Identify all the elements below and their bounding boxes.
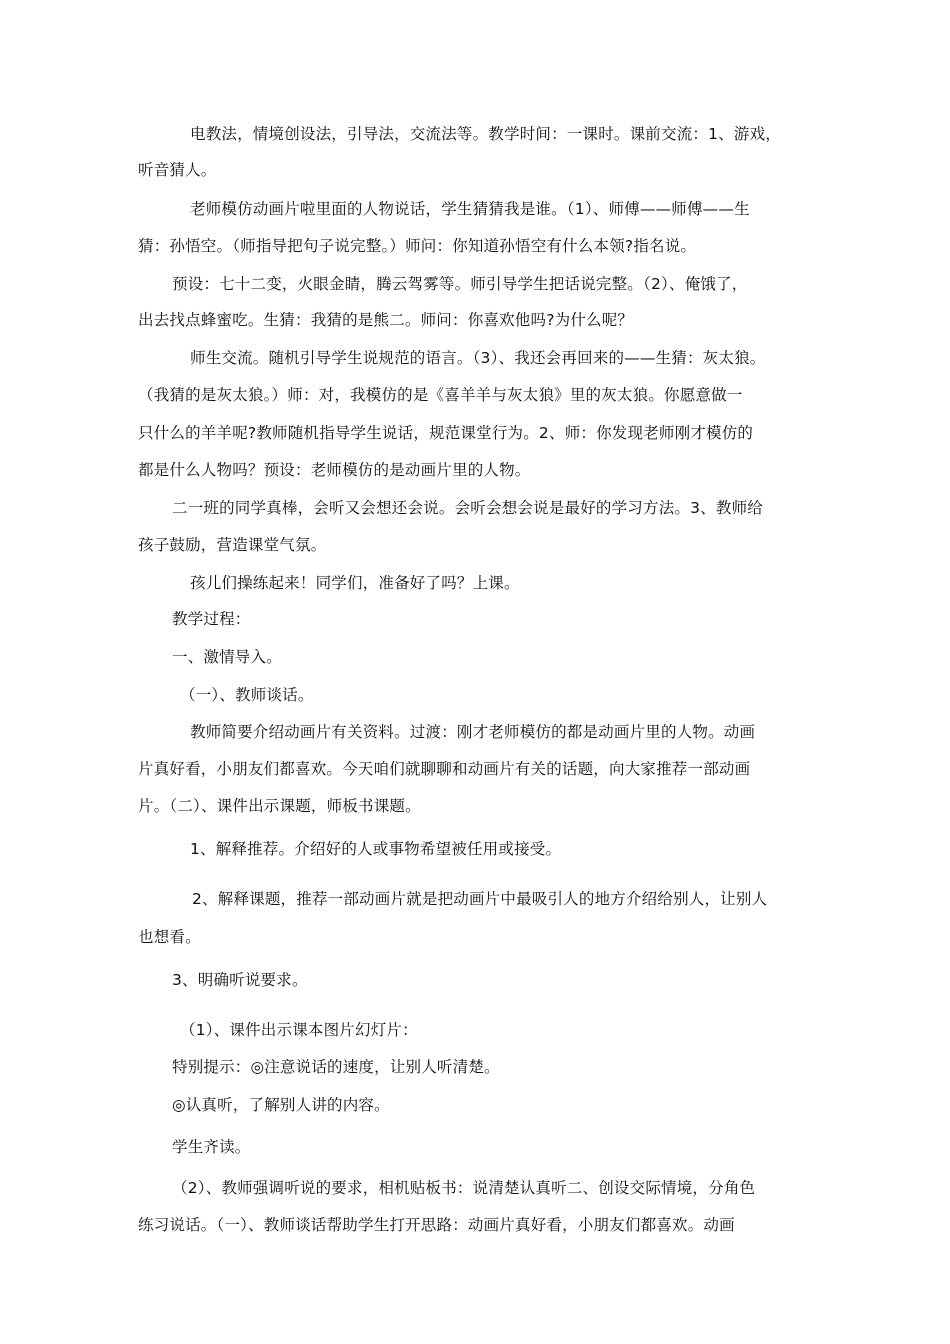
text-line: 3、明确听说要求。 bbox=[172, 971, 308, 989]
text-line: 教师简要介绍动画片有关资料。过渡：刚才老师模仿的都是动画片里的人物。动画 bbox=[190, 723, 756, 741]
text-line: 师生交流。随机引导学生说规范的语言。（3）、我还会再回来的——生猜：灰太狼。 bbox=[190, 349, 766, 367]
text-line: （一）、教师谈话。 bbox=[180, 686, 314, 704]
text-line: 都是什么人物吗？预设：老师模仿的是动画片里的人物。 bbox=[138, 461, 531, 479]
text-line: 孩子鼓励，营造课堂气氛。 bbox=[138, 536, 327, 554]
text-line: 出去找点蜂蜜吃。生猜：我猜的是熊二。师问：你喜欢他吗?为什么呢？ bbox=[138, 311, 634, 329]
text-line: （我猜的是灰太狼。）师：对，我模仿的是《喜羊羊与灰太狼》里的灰太狼。你愿意做一 bbox=[138, 386, 743, 404]
text-line: 猜：孙悟空。（师指导把句子说完整。）师问：你知道孙悟空有什么本领?指名说。 bbox=[138, 237, 697, 255]
text-line: 一、激情导入。 bbox=[172, 648, 282, 666]
text-line: 老师模仿动画片啦里面的人物说话，学生猜猜我是谁。（1）、师傅——师傅——生 bbox=[190, 200, 750, 218]
text-line: 孩儿们操练起来！同学们，准备好了吗？上课。 bbox=[190, 574, 520, 592]
text-line: （2）、教师强调听说的要求，相机贴板书：说清楚认真听二、创设交际情境，分角色 bbox=[172, 1179, 756, 1197]
text-line: 也想看。 bbox=[138, 928, 201, 946]
text-line: 练习说话。（一）、教师谈话帮助学生打开思路：动画片真好看，小朋友们都喜欢。动画 bbox=[138, 1216, 735, 1234]
text-line: 预设：七十二变，火眼金睛，腾云驾雾等。师引导学生把话说完整。（2）、俺饿了， bbox=[172, 275, 748, 293]
text-line: 片。（二）、课件出示课题，师板书课题。 bbox=[138, 797, 421, 815]
text-line: 2、解释课题，推荐一部动画片就是把动画片中最吸引人的地方介绍给别人，让别人 bbox=[192, 890, 768, 908]
text-line: 听音猜人。 bbox=[138, 161, 217, 179]
text-line: 教学过程： bbox=[172, 610, 251, 628]
text-line: 片真好看，小朋友们都喜欢。今天咱们就聊聊和动画片有关的话题，向大家推荐一部动画 bbox=[138, 760, 751, 778]
text-line: 只什么的羊羊呢?教师随机指导学生说话，规范课堂行为。2、师：你发现老师刚才模仿的 bbox=[138, 424, 754, 442]
text-line: 1、解释推荐。介绍好的人或事物希望被任用或接受。 bbox=[190, 840, 562, 858]
text-line: ◎认真听，了解别人讲的内容。 bbox=[172, 1096, 390, 1114]
text-line: 电教法，情境创设法，引导法，交流法等。教学时间：一课时。课前交流：1、游戏， bbox=[190, 125, 781, 143]
text-line: 特别提示：◎注意说话的速度，让别人听清楚。 bbox=[172, 1058, 500, 1076]
text-line: 二一班的同学真棒，会听又会想还会说。会听会想会说是最好的学习方法。3、教师给 bbox=[172, 499, 763, 517]
text-line: （1）、课件出示课本图片幻灯片： bbox=[180, 1021, 418, 1039]
text-line: 学生齐读。 bbox=[172, 1138, 251, 1156]
